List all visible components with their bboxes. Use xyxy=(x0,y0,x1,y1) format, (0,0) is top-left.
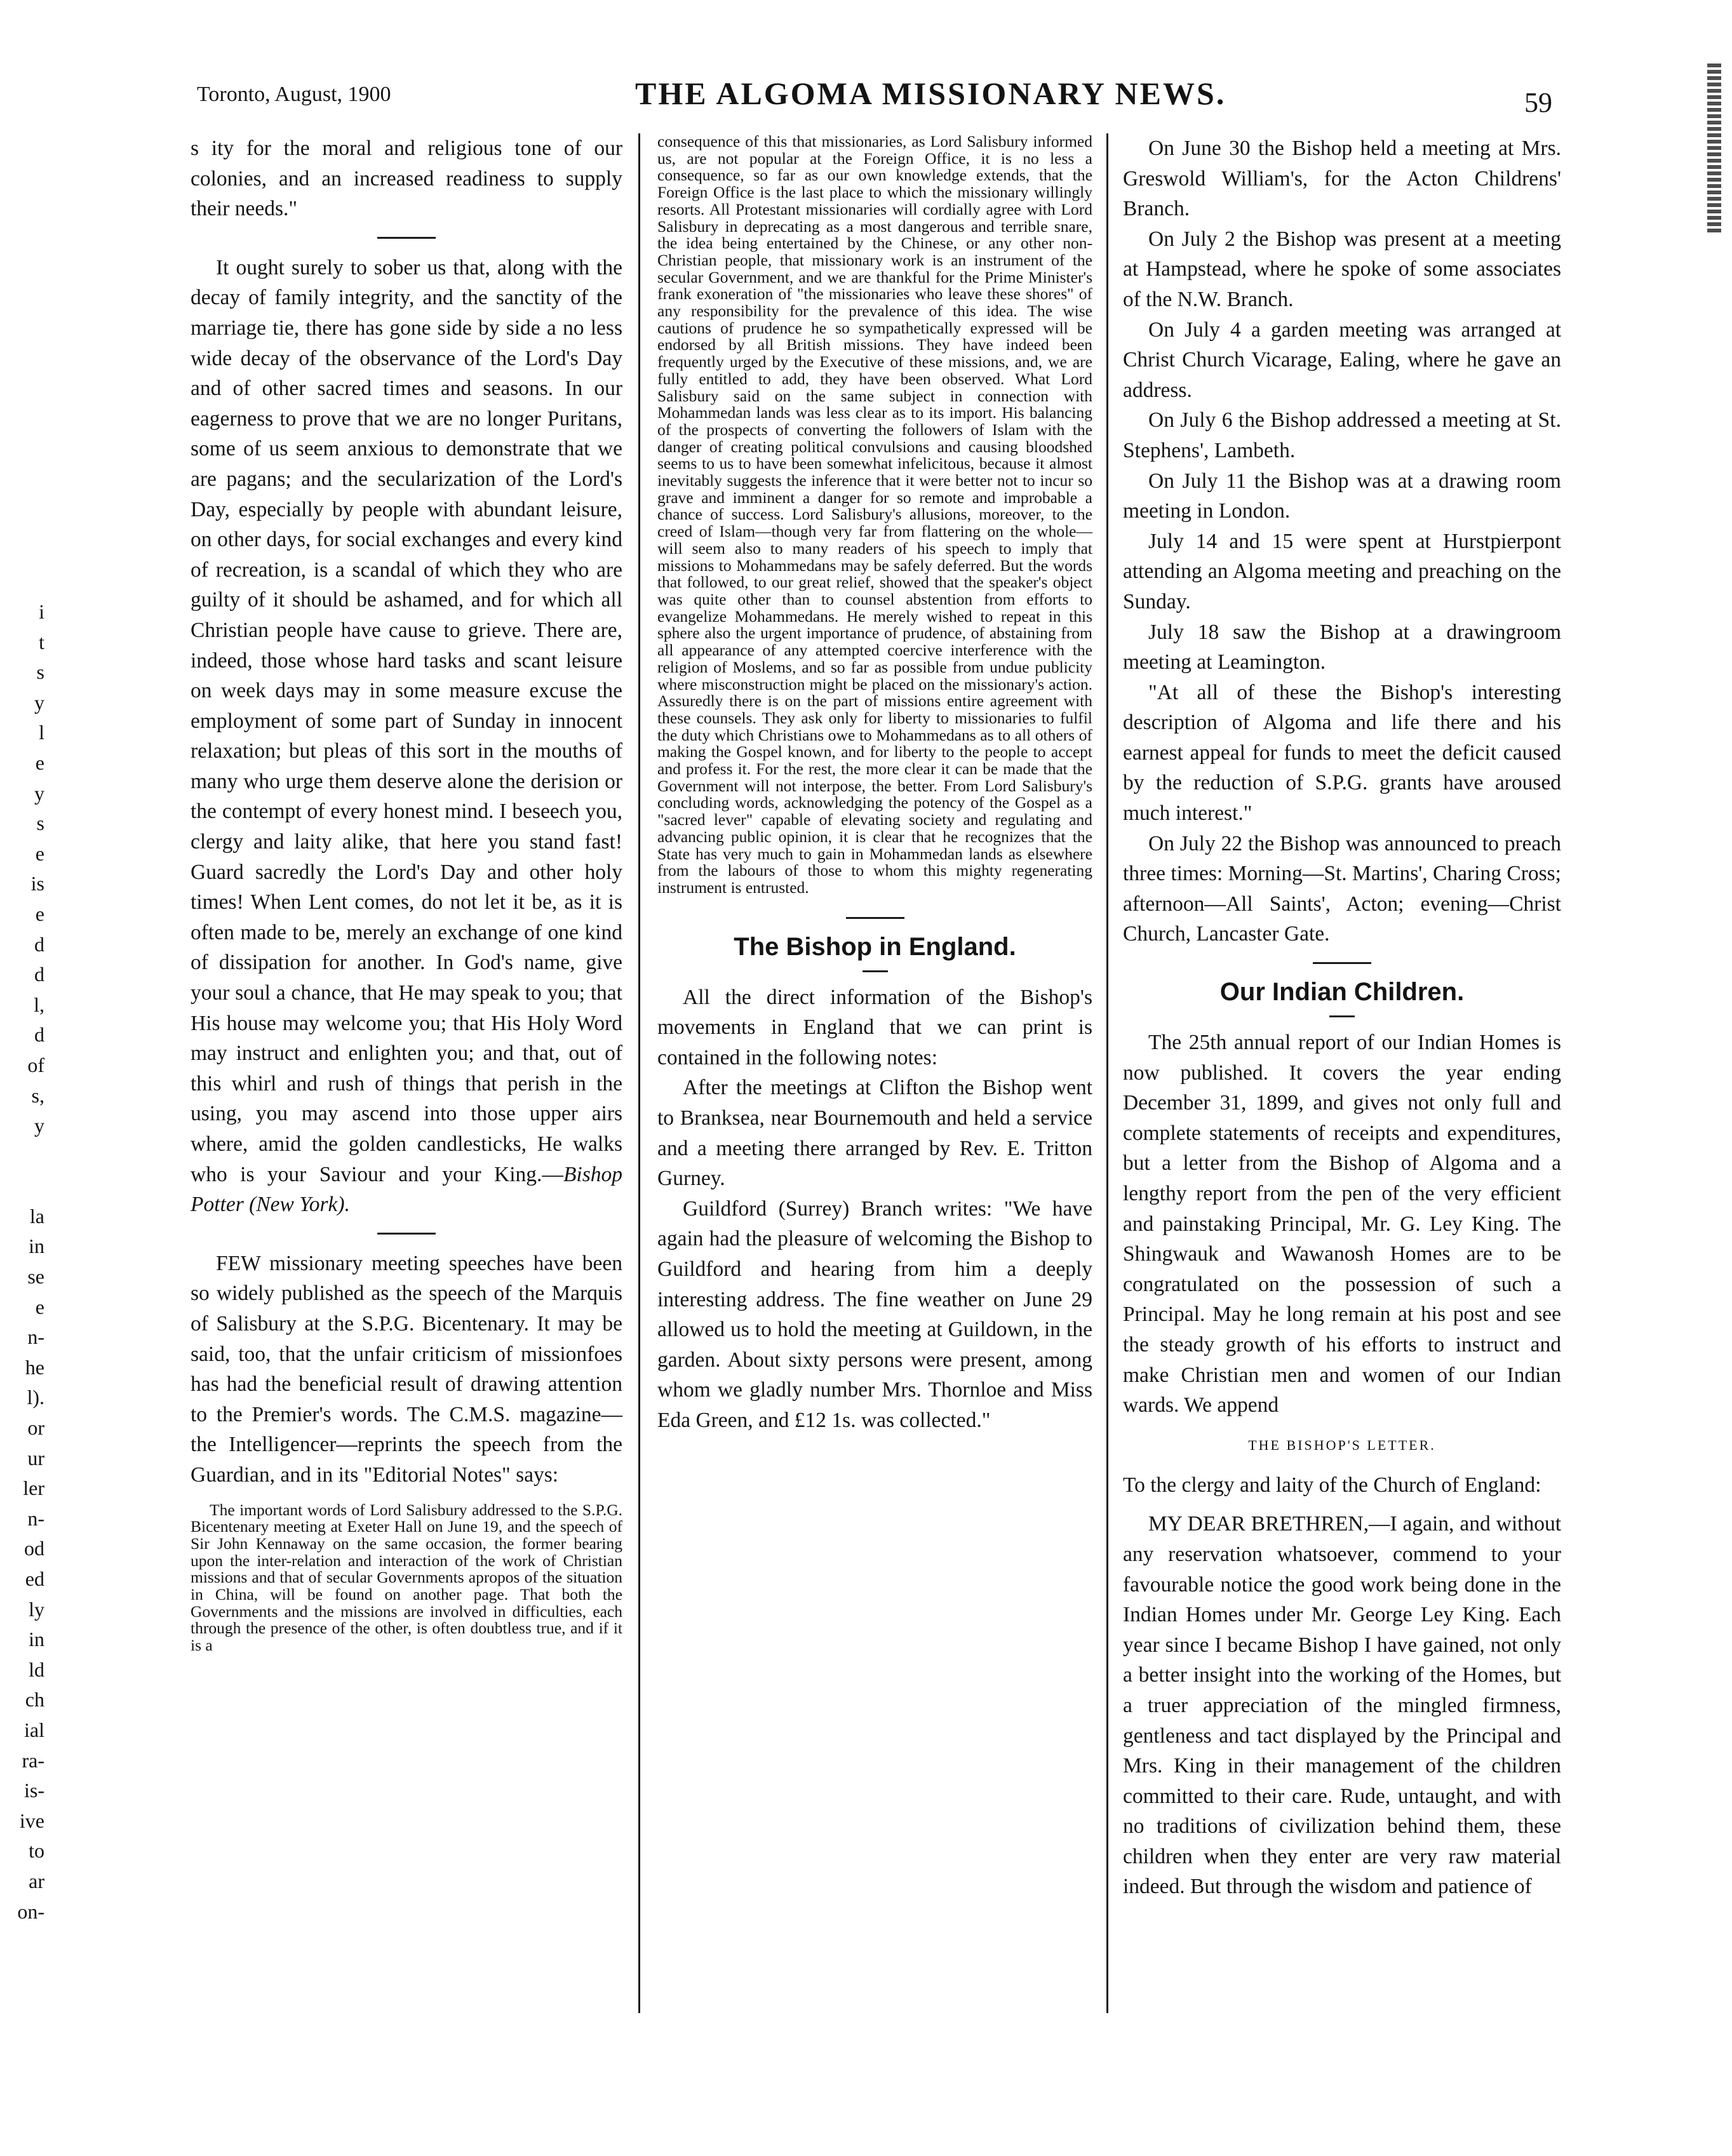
section-heading: Our Indian Children. xyxy=(1219,978,1465,1007)
newspaper-title: THE ALGOMA MISSIONARY NEWS. xyxy=(635,76,1226,111)
margin-fragment: y xyxy=(34,690,44,714)
margin-fragment: in xyxy=(29,1235,44,1258)
article-paragraph: The 25th annual report of our Indian Homes is now published. It covers the year ending December 31, 1899, and gives not only full and complete statements of receipts and expenditures, but a letter from the Bishop of Algoma and a lengthy report from the pen of the very efficient and painstaking Principal, Mr. G. Ley King. The Shingwauk and Wawanosh Homes are to be congratulated on the possession of such a Principal. May he long remain at his post and see the steady growth of his efforts to instruct and make Christian men and women of our Indian wards. We append xyxy=(1123,1031,1561,1417)
column-rule xyxy=(1106,133,1108,2013)
article-paragraph: On July 6 the Bishop addressed a meeting at St. Stephens', Lambeth. xyxy=(1123,408,1561,462)
margin-fragment: se xyxy=(27,1265,44,1289)
scan-edge-mark xyxy=(1707,64,1721,235)
margin-fragment: s xyxy=(36,812,44,835)
margin-fragment: is- xyxy=(24,1779,44,1802)
margin-fragment: e xyxy=(35,841,44,865)
page-header xyxy=(197,75,1658,126)
subheading: THE BISHOP'S LETTER. xyxy=(1248,1436,1436,1453)
article-paragraph: July 18 saw the Bishop at a drawingroom meeting at Leamington. xyxy=(1123,620,1561,674)
margin-fragment: d xyxy=(34,963,44,986)
margin-fragment: is xyxy=(30,872,44,895)
margin-fragment: to xyxy=(29,1839,44,1863)
margin-fragment: d xyxy=(34,1023,44,1047)
margin-fragment: in xyxy=(29,1628,44,1651)
separator-rule xyxy=(1313,962,1371,964)
margin-fragment: ive xyxy=(19,1809,44,1832)
margin-fragment: y xyxy=(34,781,44,805)
separator-rule xyxy=(846,917,904,919)
article-paragraph: It ought surely to sober us that, along with the decay of family integrity, and the sanctity of the marriage tie, there has gone side by side a no less wide decay of the observance of the Lord's Day and of other sacred times and seasons. In our eagerness to prove that we are no longer Puritans, some of us seem anxious to demonstrate that we are pagans; and the secularization of the Lord's Day, especially by people with abundant leisure, on other days, for social exchanges and every kind of recreation, is a scandal of which they who are guilty of it should be ashamed, and for which all Christian people have cause to grieve. There are, indeed, those whose hard tasks and scant leisure on week days may in some measure excuse the employment of some part of Sunday in innocent relaxation; but pleas of this sort in the mouths of many who urge them deserve alone the derision or the contempt of every honest mind. I beseech you, clergy and laity alike, that here you stand fast! Guard sacredly the Lord's Day and other holy times! When Lent comes, do not let it be, as it is often made to be, merely an exchange of one kind of dissipation for another. In God's name, give your soul a chance, that He may speak to you; that His house may welcome you; that His Holy Word may instruct and enlighten you; and that, out of this whirl and rush of things that perish in the using, you may ascend into those upper airs where, amid the golden candlesticks, He walks who is your Saviour and your King.—Bishop Potter (New York). xyxy=(191,255,622,1217)
separator-rule xyxy=(1329,1015,1355,1017)
article-paragraph: On July 11 the Bishop was at a drawing room meeting in London. xyxy=(1123,469,1561,523)
margin-fragment: i xyxy=(39,600,44,623)
left-margin-fragments xyxy=(0,597,44,1927)
margin-fragment: d xyxy=(34,932,44,956)
separator-rule xyxy=(863,970,888,972)
margin-fragment: ial xyxy=(24,1718,44,1741)
article-paragraph: s ity for the moral and religious tone of our colonies, and an increased readiness to supply their needs." xyxy=(191,137,622,221)
margin-fragment xyxy=(0,1171,44,1202)
margin-fragment: ur xyxy=(27,1446,44,1470)
margin-fragment: od xyxy=(24,1537,44,1560)
column-2 xyxy=(657,133,1092,1436)
article-paragraph: All the direct information of the Bishop's movements in England that we can print is contained in the following notes: xyxy=(657,985,1092,1069)
margin-fragment: of xyxy=(27,1053,44,1076)
issue-date: Toronto, August, 1900 xyxy=(197,83,391,106)
column-1 xyxy=(191,133,622,1654)
margin-fragment: ld xyxy=(29,1657,44,1681)
margin-fragment: ar xyxy=(29,1869,44,1892)
quoted-excerpt: consequence of this that missionaries, as Lord Salisbury informed us, are not popular at the Foreign Office, it is no less a consequence, so far as our own knowledge extends, that the Foreign Office is the last place to which the missionary willingly resorts. All Protestant missionaries will cordially agree with Lord Salisbury in deprecating as a most dangerous and terrible snare, the idea being entertained by the Chinese, or any other non-Christian people, that missionary work is an instrument of the secular Government, and we are thankful for the Prime Minister's frank exoneration of "the missionaries who leave these shores" of any responsibility for the prevalence of this idea. The wise cautions of prudence he so sympathetically expressed will be endorsed by all British missions. They have indeed been frequently urged by the Executive of these missions, and, we are fully entitled to add, they have been observed. What Lord Salisbury said on the same subject in connection with Mohammedan lands was less clear as to its import. His balancing of the prospects of converting the followers of Islam with the danger of creating political convulsions and causing bloodshed seems to us to have been somewhat infelicitous, because it almost inevitably suggests the inference that it were better not to incur so grave and imminent a danger for so remote and improbable a chance of success. Lord Salisbury's allusions, moreover, to the creed of Islam—though very far from flattering on the whole—will seem also to many readers of his speech to imply that missions to Mohammedans may be safely deferred. But the words that followed, to our great relief, showed that the speaker's object was quite other than to counsel abstention from efforts to evangelize Mohammedans. He merely wished to repeat in this sphere also the urgent importance of prudence, of abstaining from all appearance of any attempted coercive interference with the religion of Moslems, and so far as possible from undue publicity where misconstruction might be placed on the missionary's action. Assuredly there is on the part of missions entire agreement with these counsels. They ask only for liberty to missionaries to fulfil the duty which Christians owe to Mohammedans as to all others of making the Gospel known, and for liberty to the people to accept and profess it. For the rest, the more clear it can be made that the Government will not interpose, the better. From Lord Salisbury's concluding words, acknowledging the potency of the Gospel as a "sacred lever" capable of elevating society and regulating and advancing public opinion, it is clear that he recognizes that the State has very much to gain in Mohammedan lands as elsewhere from the labours of those to whom this mighty regenerating instrument is entrusted. xyxy=(657,132,1092,897)
attribution: Bishop Potter (New York). xyxy=(191,1162,622,1217)
article-paragraph: On July 22 the Bishop was announced to preach three times: Morning—St. Martins', Charing Cross; afternoon—All Saints', Acton; evening—Christ Church, Lancaster Gate. xyxy=(1123,831,1561,946)
column-3 xyxy=(1123,133,1561,1902)
margin-fragment: ly xyxy=(29,1597,44,1621)
margin-fragment: e xyxy=(35,902,44,925)
margin-fragment xyxy=(0,1141,44,1172)
article-paragraph: FEW missionary meeting speeches have been so widely published as the speech of the Marquis of Salisbury at the S.P.G. Bicentenary. It may be said, too, that the unfair criticism of missionfoes has had the beneficial result of drawing attention to the Premier's words. The C.M.S. magazine—the Intelligencer—reprints the speech from the Guardian, and in its "Editorial Notes" says: xyxy=(191,1251,622,1487)
separator-rule xyxy=(377,237,436,239)
margin-fragment: e xyxy=(35,1295,44,1318)
margin-fragment: ler xyxy=(23,1476,44,1500)
margin-fragment: he xyxy=(25,1355,44,1379)
letter-salutation: To the clergy and laity of the Church of England: xyxy=(1123,1473,1541,1497)
margin-fragment: la xyxy=(29,1204,44,1228)
margin-fragment: s xyxy=(36,660,44,684)
article-paragraph: July 14 and 15 were spent at Hurstpierpont attending an Algoma meeting and preaching on the Sunday. xyxy=(1123,529,1561,613)
margin-fragment: t xyxy=(39,630,44,653)
article-paragraph: "At all of these the Bishop's interesting description of Algoma and life there and his earnest appeal for funds to meet the deficit caused by the reduction of S.P.G. grants have aroused much interest." xyxy=(1123,680,1561,826)
margin-fragment: l, xyxy=(34,993,44,1016)
margin-fragment: ed xyxy=(25,1567,44,1590)
margin-fragment: n- xyxy=(27,1506,44,1530)
margin-fragment: l xyxy=(39,721,44,744)
article-paragraph: Guildford (Surrey) Branch writes: "We have again had the pleasure of welcoming the Bishop to Guildford and hearing from him a deeply interesting address. The fine weather on June 29 allowed us to hold the meeting at Guildown, in the garden. About sixty persons were present, among whom we gladly number Mrs. Thornloe and Miss Eda Green, and £12 1s. was collected." xyxy=(657,1196,1092,1432)
section-heading: The Bishop in England. xyxy=(734,932,1016,961)
margin-fragment: n- xyxy=(27,1325,44,1349)
quoted-excerpt: The important words of Lord Salisbury addressed to the S.P.G. Bicentenary meeting at Exeter Hall on June 19, and the speech of Sir John Kennaway on the same occasion, the former bearing upon the inter-relation and interaction of the work of Christian missions and that of secular Governments apropos of the situation in China, will be found on another page. That both the Governments and the missions are involved in difficulties, each through the presence of the other, is often doubtless true, and if it is a xyxy=(191,1500,622,1655)
article-paragraph: On July 2 the Bishop was present at a meeting at Hampstead, where he spoke of some associates of the N.W. Branch. xyxy=(1123,227,1561,311)
page-number: 59 xyxy=(1524,87,1552,118)
margin-fragment: on- xyxy=(17,1899,44,1923)
margin-fragment: s, xyxy=(31,1083,44,1107)
margin-fragment: y xyxy=(34,1114,44,1137)
separator-rule xyxy=(377,1233,436,1235)
margin-fragment: ch xyxy=(25,1688,44,1711)
article-paragraph: After the meetings at Clifton the Bishop went to Branksea, near Bournemouth and held a service and a meeting there arranged by Rev. E. Tritton Gurney. xyxy=(657,1076,1092,1191)
margin-fragment: e xyxy=(35,751,44,774)
margin-fragment: l). xyxy=(27,1386,44,1409)
margin-fragment: or xyxy=(27,1416,44,1440)
margin-fragment: ra- xyxy=(22,1748,44,1772)
article-paragraph: On June 30 the Bishop held a meeting at Mrs. Greswold William's, for the Acton Childrens' Branch. xyxy=(1123,137,1561,221)
article-paragraph: On July 4 a garden meeting was arranged at Christ Church Vicarage, Ealing, where he gave an address. xyxy=(1123,318,1561,402)
letter-paragraph: MY DEAR BRETHREN,—I again, and without any reservation whatsoever, commend to your favourable notice the good work being done in the Indian Homes under Mr. George Ley King. Each year since I became Bishop I have gained, not only a better insight into the working of the Homes, but a truer appreciation of the mingled firmness, gentleness and tact displayed by the Principal and Mrs. King in their management of the children committed to their care. Rude, untaught, and with no traditions of civilization behind them, these children when they enter are very raw material indeed. But through the wisdom and patience of xyxy=(1123,1512,1561,1899)
column-rule xyxy=(638,133,640,2013)
